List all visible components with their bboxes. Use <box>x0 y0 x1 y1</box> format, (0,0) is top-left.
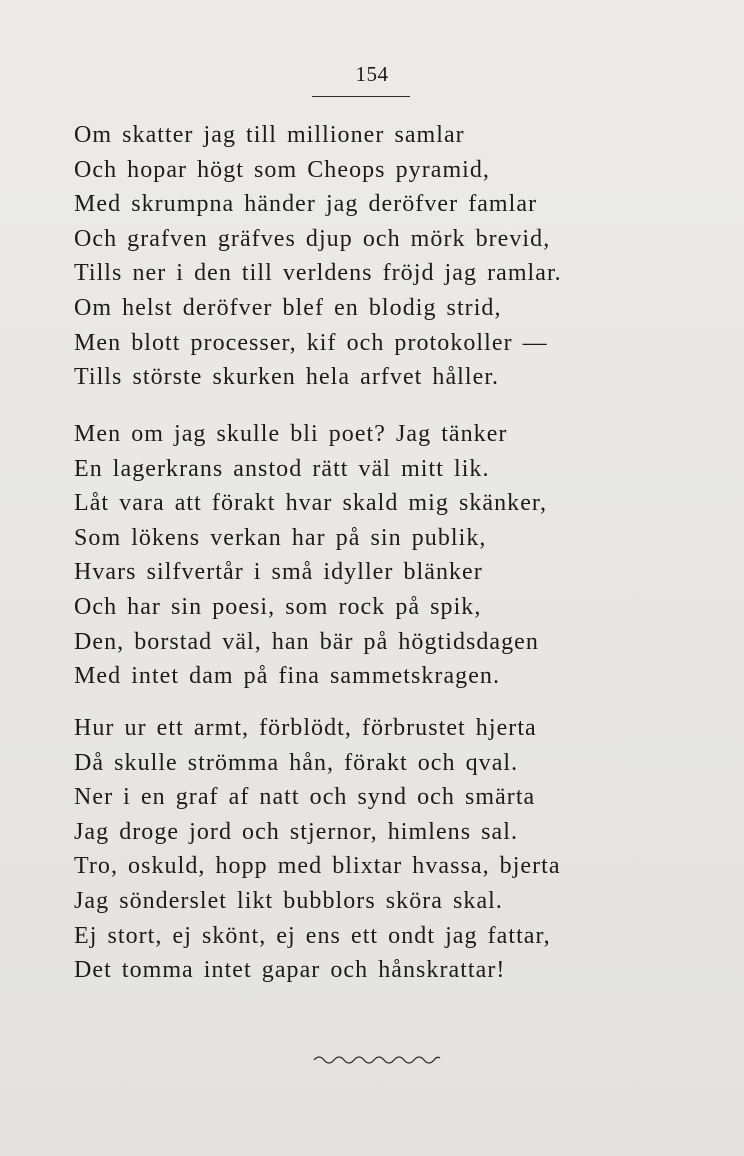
verse-line: En lagerkrans anstod rätt väl mitt lik. <box>74 455 490 482</box>
verse-line: Och grafven gräfves djup och mörk brevid, <box>74 225 551 252</box>
verse-line: Om skatter jag till millioner samlar <box>74 122 465 148</box>
verse-line: Och hopar högt som Cheops pyramid, <box>74 156 490 183</box>
verse-line: Med intet dam på fina sammetskragen. <box>74 663 501 690</box>
verse-line: Låt vara att förakt hvar skald mig skänker, <box>74 490 548 517</box>
verse-line: Tro, oskuld, hopp med blixtar hvassa, bjerta <box>74 853 561 880</box>
wavy-line-ornament-icon <box>312 1050 442 1070</box>
verse-line: Hvars silfvertår i små idyller blänker <box>74 559 483 586</box>
header-rule <box>312 96 410 97</box>
verse-line: Om helst deröfver blef en blodig strid, <box>74 294 502 321</box>
stanza-1 <box>74 118 694 395</box>
verse-line: Med skrumpna händer jag deröfver famlar <box>74 191 538 218</box>
verse-line: Som lökens verkan har på sin publik, <box>74 524 487 551</box>
verse-line: Tills störste skurken hela arfvet håller. <box>74 364 500 391</box>
verse-line: Jag droge jord och stjernor, himlens sal. <box>74 818 519 845</box>
verse-line: Men om jag skulle bli poet? Jag tänker <box>74 421 508 447</box>
stanza-3 <box>74 711 694 988</box>
stanza-2 <box>74 417 694 694</box>
verse-line: Då skulle strömma hån, förakt och qval. <box>74 749 519 776</box>
verse-line: Hur ur ett armt, förblödt, förbrustet hjerta <box>74 715 537 741</box>
verse-line: Den, borstad väl, han bär på högtidsdagen <box>74 628 539 655</box>
verse-line: Ner i en graf af natt och synd och smärta <box>74 784 536 811</box>
verse-line: Och har sin poesi, som rock på spik, <box>74 593 482 620</box>
verse-line: Men blott processer, kif och protokoller — <box>74 329 548 356</box>
verse-line: Tills ner i den till verldens fröjd jag ramlar. <box>74 260 562 287</box>
verse-line: Ej stort, ej skönt, ej ens ett ondt jag fattar, <box>74 922 551 949</box>
page-number: 154 <box>355 62 389 86</box>
verse-line: Det tomma intet gapar och hånskrattar! <box>74 957 506 984</box>
verse-line: Jag sönderslet likt bubblors sköra skal. <box>74 887 503 914</box>
